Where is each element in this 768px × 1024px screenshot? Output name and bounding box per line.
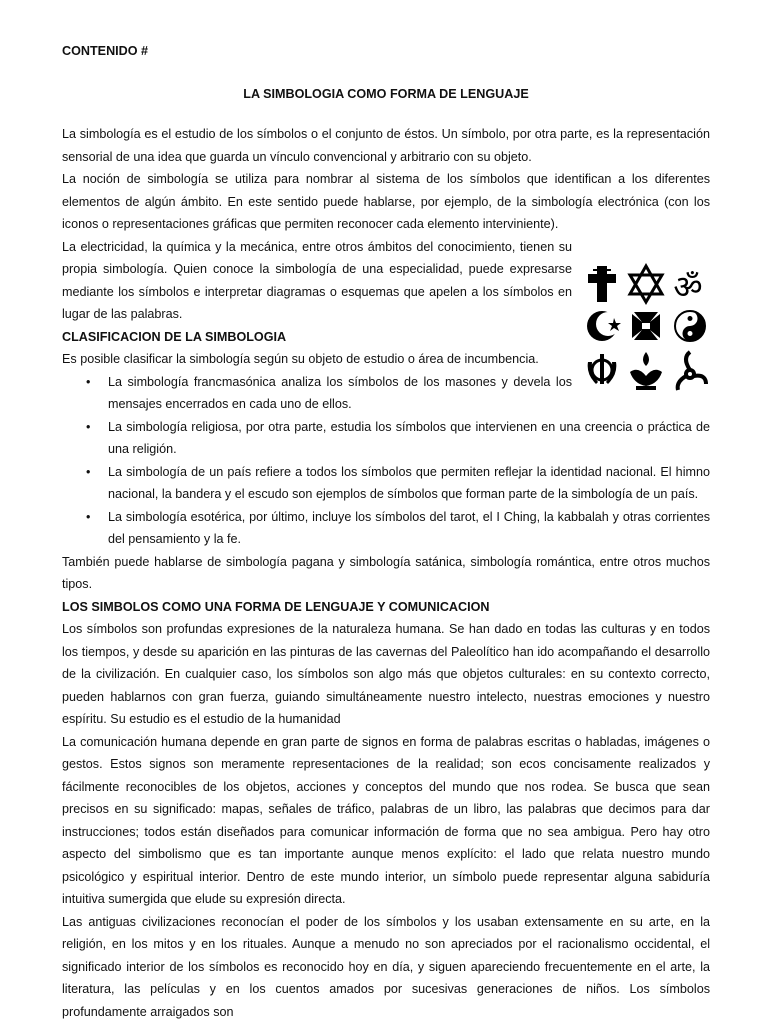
document-page <box>62 40 710 1023</box>
crescent-star-icon <box>587 311 621 341</box>
document-title: LA SIMBOLOGIA COMO FORMA DE LENGUAJE <box>243 86 529 101</box>
list-item: • La simbología de un país refiere a todos los símbolos que permiten reflejar la identidad nacional. El himno nacional, la bandera y el escudo son ejemplos de símbolos que forman parte de la simbología de un país. <box>108 461 710 506</box>
paragraph-communication: La comunicación humana depende en gran parte de signos en forma de palabras escritas o habladas, imágenes o gestos. Estos signos son meramente representaciones de la realidad; son ecos concisamente realizados y fácilmente reconocibles de los objetos, acciones y conceptos del mundo que nos rodea. Se busca que sean precisos en su significado: mapas, señales de tráfico, palabras de un libro, las palabras que decimos para dar instrucciones; todos están diseñados para comunicar información de forma que no sea ambigua. Pero hay otro aspecto del simbolismo que es tan importante aunque menos explícito: el lado que relata nuestro mundo psicológico y espiritual interior. Dentro de este mundo interior, un símbolo puede representar alguna sabiduría intuitiva sumergida que elude su expresión directa. <box>62 734 710 906</box>
iron-cross-icon <box>632 312 660 340</box>
heading-simbolos: LOS SIMBOLOS COMO UNA FORMA DE LENGUAJE Y COMUNICACION <box>62 599 490 614</box>
paragraph-notion: La noción de simbología se utiliza para nombrar al sistema de los símbolos que identifican a los diferentes elementos de algún ámbito. En este sentido puede hablarse, por ejemplo, de la simbología electrónica (con los iconos o representaciones gráficas que permiten reconocer cada elemento interviniente). <box>62 172 710 231</box>
list-item: • La simbología religiosa, por otra parte, estudia los símbolos que intervienen en una creencia o práctica de una religión. <box>108 416 710 461</box>
paragraph-ancient: Las antiguas civilizaciones reconocían el poder de los símbolos y los usaban extensamente en su arte, en la religión, en los mitos y en los rituales. Aunque a menudo no son apreciados por el racionalismo occidental, el significado interior de los símbolos es reconocido hoy en día, y siguen apareciendo frecuentemente en el arte, la literatura, las películas y en los cuentos amados por sucesivas generaciones de niños. Los símbolos profundamente arraigados son <box>62 914 710 1019</box>
cross-icon <box>588 266 616 302</box>
list-item: • La simbología francmasónica analiza los símbolos de los masones y devela los mensajes encerrados en cada uno de ellos. <box>108 371 710 416</box>
om-icon <box>673 268 702 306</box>
list-item: • La simbología esotérica, por último, incluye los símbolos del tarot, el I Ching, la kabbalah y otras corrientes del pensamiento y la fe. <box>108 506 710 551</box>
paragraph-other-types: También puede hablarse de simbología pagana y simbología satánica, simbología romántica, entre otros muchos tipos. <box>62 554 710 591</box>
heading-clasificacion: CLASIFICACION DE LA SIMBOLOGIA <box>62 329 287 344</box>
paragraph-human-nature: Los símbolos son profundas expresiones de la naturaleza humana. Se han dado en todas las culturas y en todos los tiempos, y desde su aparición en las pinturas de las cavernas del Paleolítico han ido acompañando el desarrollo de la civilización. En cualquier caso, los símbolos son algo más que objetos culturales: en su contexto correcto, pueden hablarnos con gran fuerza, guiando simultáneamente nuestro intelecto, nuestras emociones y nuestro espíritu. Su estudio es el estudio de la humanidad <box>62 622 710 726</box>
classification-list <box>62 371 710 551</box>
paragraph-electricity: La electricidad, la química y la mecánica, entre otros ámbitos del conocimiento, tienen su propia simbología. Quien conoce la simbología de una especialidad, puede expresarse mediante los símbolos e interpretar diagramas o esquemas que apelen a los símbolos en lugar de las palabras. <box>62 239 572 321</box>
paragraph-intro: La simbología es el estudio de los símbolos o el conjunto de éstos. Un símbolo, por otra parte, es la representación sensorial de una idea que guarda un vínculo convencional y arbitrario con su objeto. <box>62 127 710 164</box>
svg-text:ॐ: ॐ <box>673 267 703 306</box>
contenido-label: CONTENIDO # <box>62 44 149 58</box>
yin-yang-icon <box>675 311 705 341</box>
paragraph-clasificacion: Es posible clasificar la simbología según su objeto de estudio o área de incumbencia. <box>62 352 539 366</box>
star-of-david-icon <box>630 266 662 302</box>
